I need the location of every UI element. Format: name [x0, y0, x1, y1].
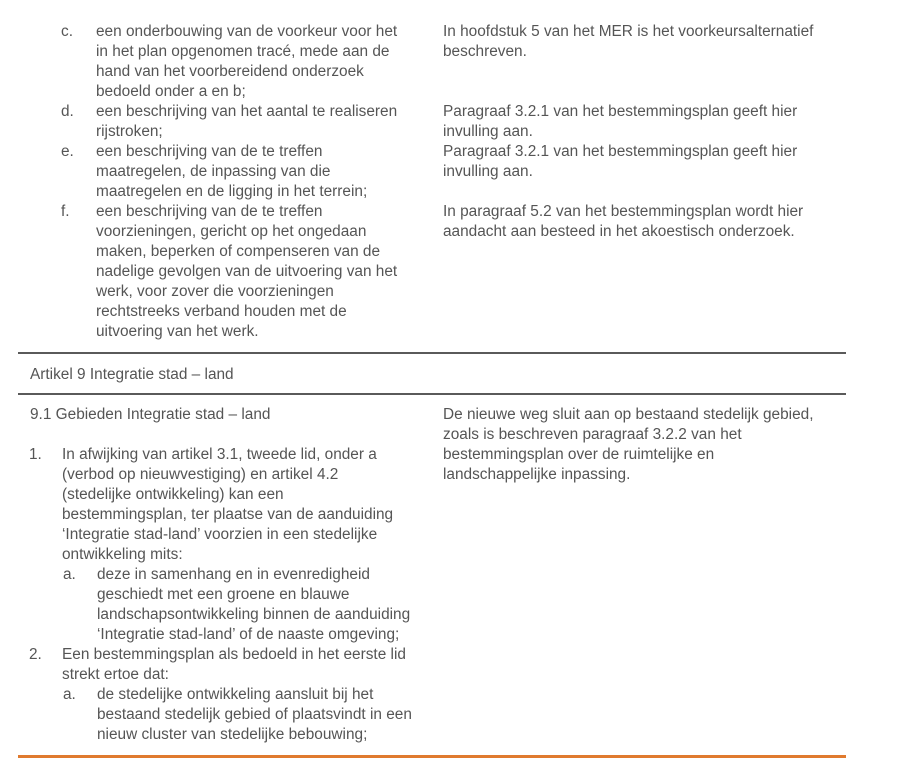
response-line: In hoofdstuk 5 van het MER is het voorkeursalternatief [443, 23, 814, 40]
table-divider [18, 352, 846, 354]
item-1-line: In afwijking van artikel 3.1, tweede lid, onder a [62, 446, 377, 463]
item-2a-line: de stedelijke ontwikkeling aansluit bij het [97, 686, 374, 703]
item-e-line: maatregelen, de inpassing van die [96, 163, 331, 180]
response-line: invulling aan. [443, 123, 533, 140]
response-line: invulling aan. [443, 163, 533, 180]
response-line: De nieuwe weg sluit aan op bestaand stedelijk gebied, [443, 406, 814, 423]
item-1-marker: 1. [29, 446, 42, 463]
item-1-line: (verbod op nieuwvestiging) en artikel 4.2 [62, 466, 339, 483]
item-e-response [443, 142, 797, 182]
table-divider [18, 393, 846, 395]
item-f-line: een beschrijving van de te treffen [96, 203, 323, 220]
item-1a-marker: a. [63, 566, 76, 583]
item-1a-line: ‘Integratie stad-land’ of de naaste omgeving; [97, 626, 400, 643]
item-c-line: bedoeld onder a en b; [96, 83, 246, 100]
item-2a-line: nieuw cluster van stedelijke bebouwing; [97, 726, 368, 743]
item-f-response [443, 202, 803, 242]
item-c-line: hand van het voorbereidend onderzoek [96, 63, 364, 80]
item-2-line: strekt ertoe dat: [62, 666, 169, 683]
item-f-line: rechtstreeks verband houden met de [96, 303, 347, 320]
response-line: zoals is beschreven paragraaf 3.2.2 van het [443, 426, 742, 443]
article-heading: Artikel 9 Integratie stad – land [30, 366, 234, 383]
item-f-line: uitvoering van het werk. [96, 323, 259, 340]
response-line: landschappelijke inpassing. [443, 466, 631, 483]
item-e-line: een beschrijving van de te treffen [96, 143, 323, 160]
item-1-line: ‘Integratie stad-land’ voorzien in een stedelijke [62, 526, 378, 543]
response-line: aandacht aan besteed in het akoestisch onderzoek. [443, 223, 795, 240]
item-1-line: ontwikkeling mits: [62, 546, 183, 563]
item-1-line: (stedelijke ontwikkeling) kan een [62, 486, 284, 503]
item-d-marker: d. [61, 103, 74, 120]
item-c-line: in het plan opgenomen tracé, mede aan de [96, 43, 390, 60]
item-f-line: maken, beperken of compenseren van de [96, 243, 381, 260]
item-1a-line: deze in samenhang en in evenredigheid [97, 566, 370, 583]
item-d-response [443, 102, 797, 142]
item-c-response [443, 22, 813, 62]
response-line: In paragraaf 5.2 van het bestemmingsplan wordt hier [443, 203, 804, 220]
item-c-marker: c. [61, 23, 73, 40]
item-2a-marker: a. [63, 686, 76, 703]
item-1a-line: landschapsontwikkeling binnen de aanduiding [97, 606, 411, 623]
item-f-line: werk, voor zover die voorzieningen [96, 283, 334, 300]
response-line: Paragraaf 3.2.1 van het bestemmingsplan geeft hier [443, 143, 798, 160]
item-d-line: rijstroken; [96, 123, 163, 140]
item-2-marker: 2. [29, 646, 42, 663]
item-1-line: bestemmingsplan, ter plaatse van de aanduiding [62, 506, 394, 523]
item-c-line: een onderbouwing van de voorkeur voor het [96, 23, 398, 40]
section-response [443, 405, 813, 485]
item-2-line: Een bestemmingsplan als bedoeld in het eerste lid [62, 646, 406, 663]
section-title: 9.1 Gebieden Integratie stad – land [30, 406, 271, 423]
item-f-marker: f. [61, 203, 70, 220]
response-line: Paragraaf 3.2.1 van het bestemmingsplan geeft hier [443, 103, 798, 120]
item-2a-line: bestaand stedelijk gebied of plaatsvindt in een [97, 706, 412, 723]
response-line: beschreven. [443, 43, 527, 60]
item-e-line: maatregelen en de ligging in het terrein; [96, 183, 368, 200]
response-line: bestemmingsplan over de ruimtelijke en [443, 446, 715, 463]
item-d-line: een beschrijving van het aantal te realiseren [96, 103, 398, 120]
item-f-line: voorzieningen, gericht op het ongedaan [96, 223, 367, 240]
item-f-line: nadelige gevolgen van de uitvoering van het [96, 263, 398, 280]
item-1a-line: geschiedt met een groene en blauwe [97, 586, 350, 603]
table-bottom-rule [18, 755, 846, 758]
item-e-marker: e. [61, 143, 74, 160]
